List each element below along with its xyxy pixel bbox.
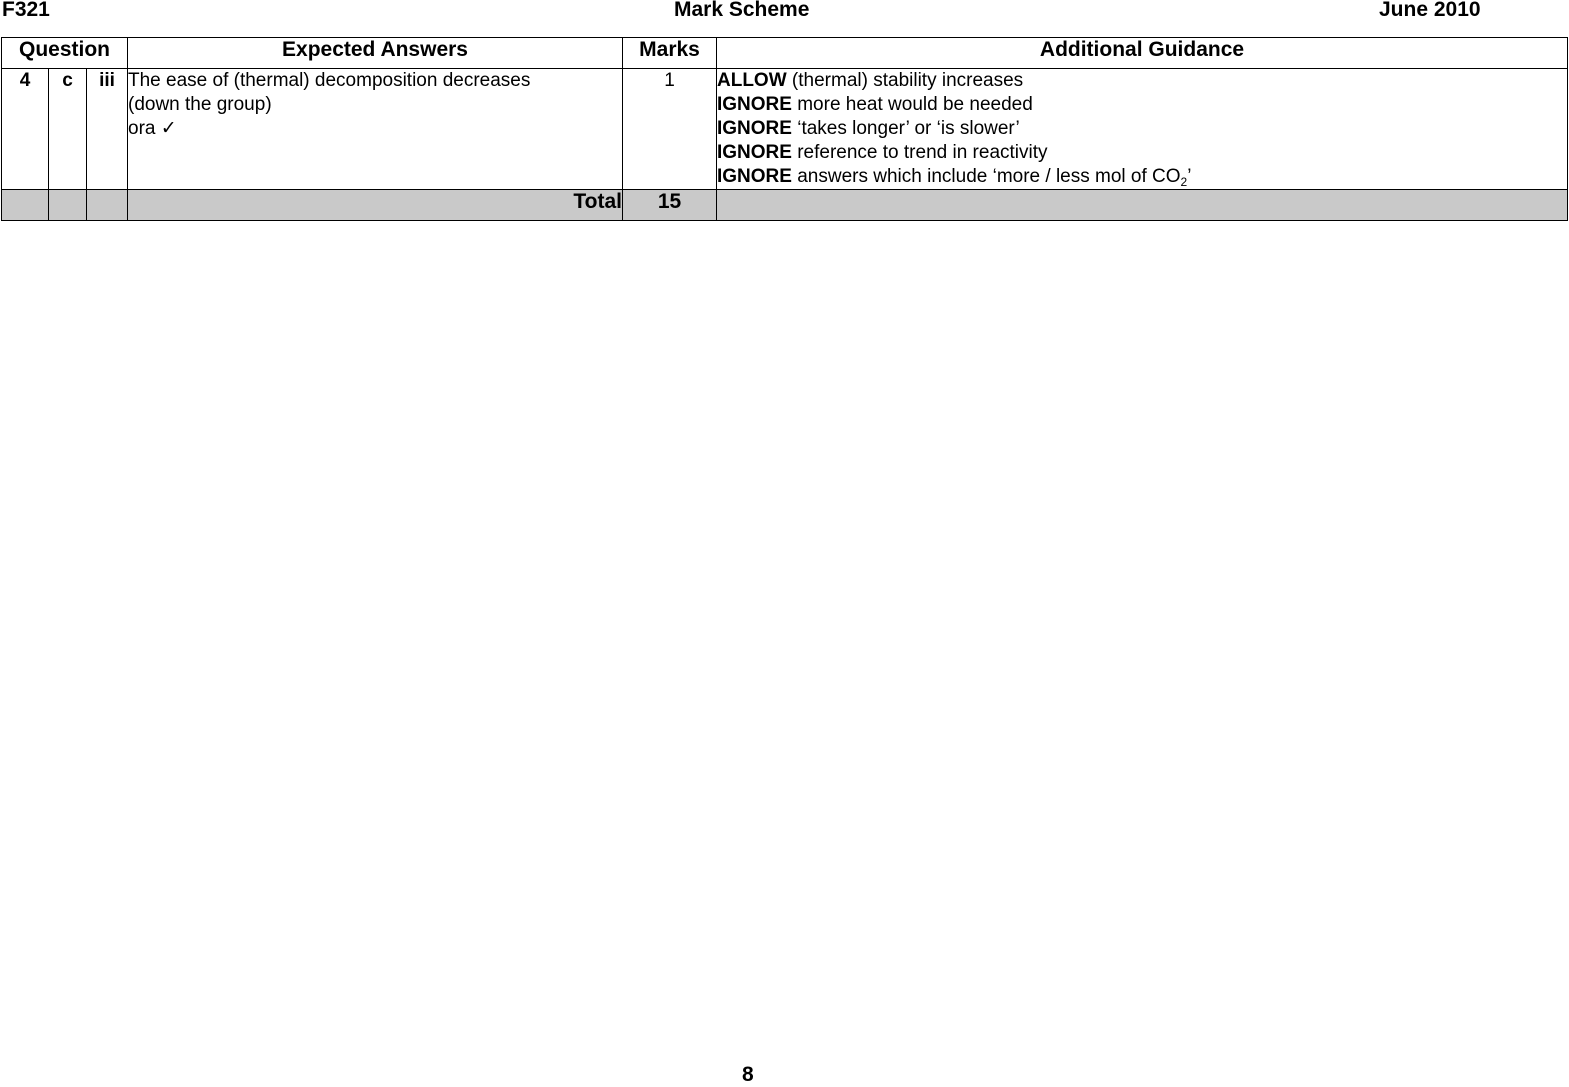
- total-empty-cell: [717, 190, 1568, 221]
- expected-answer: [128, 69, 623, 190]
- guidance-keyword: IGNORE: [717, 118, 792, 139]
- guidance-keyword: IGNORE: [717, 142, 792, 163]
- guidance-text: ‘takes longer’ or ‘is slower’: [791, 118, 1020, 139]
- guidance-keyword: ALLOW: [717, 70, 787, 91]
- marks-value: 1: [623, 69, 717, 190]
- question-part: c: [49, 69, 87, 190]
- guidance-line: [717, 93, 1567, 117]
- guidance-subscript: 2: [1180, 175, 1188, 189]
- guidance-line: [717, 141, 1567, 165]
- guidance-keyword: IGNORE: [717, 94, 792, 115]
- guidance-text: reference to trend in reactivity: [791, 142, 1048, 163]
- guidance-text: answers which include ‘more / less mol of CO: [791, 166, 1181, 187]
- doc-title: Mark Scheme: [674, 0, 810, 21]
- guidance-line: [717, 165, 1567, 189]
- guidance-text: (thermal) stability increases: [786, 70, 1024, 91]
- total-empty-cell: [2, 190, 49, 221]
- header-marks: Marks: [623, 38, 717, 69]
- page-number: 8: [742, 1063, 754, 1086]
- additional-guidance: [717, 69, 1568, 190]
- header-question: Question: [2, 38, 128, 69]
- answer-line: (down the group): [128, 94, 272, 115]
- guidance-text: more heat would be needed: [791, 94, 1033, 115]
- total-row: [2, 190, 1568, 221]
- guidance-suffix: ’: [1187, 166, 1192, 187]
- mark-scheme-table: [1, 37, 1568, 221]
- total-label: Total: [128, 190, 623, 221]
- total-empty-cell: [49, 190, 87, 221]
- question-number: 4: [2, 69, 49, 190]
- answer-line: ora ✓: [128, 118, 177, 139]
- table-header-row: [2, 38, 1568, 69]
- guidance-keyword: IGNORE: [717, 166, 792, 187]
- total-empty-cell: [87, 190, 128, 221]
- question-subpart: iii: [87, 69, 128, 190]
- header-expected-answers: Expected Answers: [128, 38, 623, 69]
- doc-code: F321: [2, 0, 50, 21]
- doc-date: June 2010: [1379, 0, 1481, 21]
- guidance-line: [717, 69, 1567, 93]
- table-row: [2, 69, 1568, 190]
- total-value: 15: [623, 190, 717, 221]
- answer-line: The ease of (thermal) decomposition decreases: [128, 70, 531, 91]
- guidance-line: [717, 117, 1567, 141]
- header-additional-guidance: Additional Guidance: [717, 38, 1568, 69]
